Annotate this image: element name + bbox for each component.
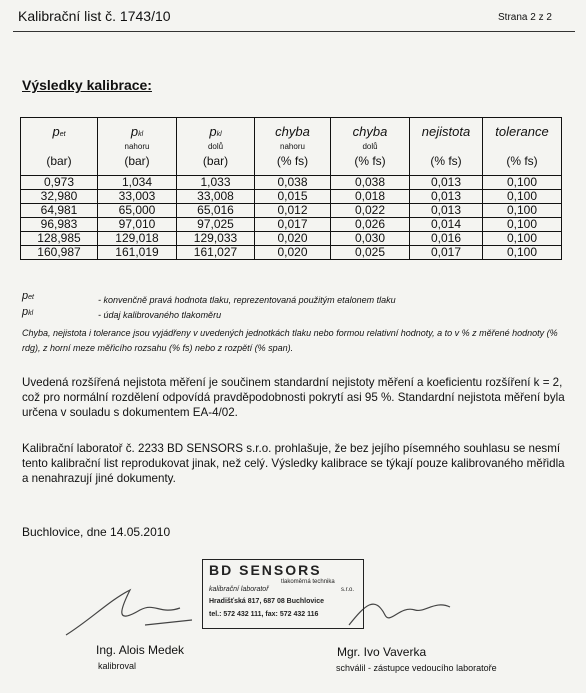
header-p-kl-up: pkl nahoru (bar)	[98, 118, 177, 176]
signatory-role-1: kalibroval	[98, 661, 137, 671]
stamp-lab: kalibrační laboratoř	[209, 586, 269, 593]
note-paragraph: Chyba, nejistota i tolerance jsou vyjádřeny v uvedených jednotkách tlaku nebo formou relativní hodnoty, a to v % z měřené hodnoty (% rdg), z horní meze měřicího rozsahu (% fs) nebo z rozpětí (% span).	[22, 328, 558, 353]
header-tolerance: tolerance (% fs)	[483, 118, 562, 176]
table-row	[21, 218, 562, 232]
table-cell: 64,981	[21, 204, 98, 218]
stamp-suffix: s.r.o.	[341, 587, 355, 593]
table-cell: 0,026	[331, 218, 410, 232]
table-cell: 0,013	[410, 176, 483, 190]
uncertainty-paragraph: Uvedená rozšířená nejistota měření je součinem standardní nejistoty měření a koeficientu rozšíření k = 2, což pro normální rozdělení odpovídá pravděpodobnosti pokrytí asi 95 %. Standardní nejistota měření byla určena v souladu s dokumentem EA-4/02.	[22, 376, 565, 419]
table-cell: 1,033	[177, 176, 255, 190]
table-cell: 0,100	[483, 190, 562, 204]
table-row	[21, 246, 562, 260]
table-cell: 97,010	[98, 218, 177, 232]
table-cell: 0,100	[483, 232, 562, 246]
table-cell: 0,022	[331, 204, 410, 218]
table-cell: 128,985	[21, 232, 98, 246]
signatory-role-2: schválil - zástupce vedoucího laboratoře	[336, 663, 497, 673]
table-cell: 97,025	[177, 218, 255, 232]
table-cell: 0,013	[410, 204, 483, 218]
table-cell: 129,033	[177, 232, 255, 246]
table-cell: 0,018	[331, 190, 410, 204]
place-and-date: Buchlovice, dne 14.05.2010	[22, 525, 171, 539]
certificate-title: Kalibrační list č. 1743/10	[18, 8, 171, 24]
table-cell: 0,020	[255, 246, 331, 260]
table-cell: 0,016	[410, 232, 483, 246]
table-cell: 65,016	[177, 204, 255, 218]
table-row	[21, 204, 562, 218]
table-cell: 0,012	[255, 204, 331, 218]
table-cell: 0,014	[410, 218, 483, 232]
table-cell: 0,017	[255, 218, 331, 232]
table-row	[21, 232, 562, 246]
table-cell: 0,020	[255, 232, 331, 246]
stamp-brand: BD SENSORS	[209, 562, 322, 578]
header-uncertainty: nejistota (% fs)	[410, 118, 483, 176]
signatory-name-1: Ing. Alois Medek	[96, 643, 185, 657]
header-error-up: chyba nahoru (% fs)	[255, 118, 331, 176]
table-cell: 160,987	[21, 246, 98, 260]
table-cell: 1,034	[98, 176, 177, 190]
table-row	[21, 190, 562, 204]
table-cell: 129,018	[98, 232, 177, 246]
table-cell: 32,980	[21, 190, 98, 204]
table-cell: 33,008	[177, 190, 255, 204]
stamp-phone: tel.: 572 432 111, fax: 572 432 116	[209, 611, 319, 618]
table-cell: 161,019	[98, 246, 177, 260]
table-cell: 0,017	[410, 246, 483, 260]
table-cell: 0,038	[255, 176, 331, 190]
section-title: Výsledky kalibrace:	[22, 77, 152, 93]
page-number: Strana 2 z 2	[498, 12, 552, 23]
table-header-row	[21, 118, 562, 176]
table-cell: 0,100	[483, 176, 562, 190]
table-cell: 0,013	[410, 190, 483, 204]
declaration-paragraph: Kalibrační laboratoř č. 2233 BD SENSORS s.r.o. prohlašuje, že bez jejího písemného souhlasu se nesmí tento kalibrační list reprodukovat jinak, než celý. Výsledky kalibrace se týkají pouze kalibrovaného měřidla a nenahrazují jiné dokumenty.	[22, 442, 565, 485]
table-cell: 0,015	[255, 190, 331, 204]
table-cell: 0,038	[331, 176, 410, 190]
table-cell: 161,027	[177, 246, 255, 260]
table-cell: 0,030	[331, 232, 410, 246]
note-p-kl: - údaj kalibrovaného tlakoměru	[98, 310, 222, 320]
table-cell: 0,973	[21, 176, 98, 190]
table-cell: 0,100	[483, 246, 562, 260]
header-p-kl-down: pkl dolů (bar)	[177, 118, 255, 176]
table-row	[21, 176, 562, 190]
table-cell: 96,983	[21, 218, 98, 232]
table-cell: 65,000	[98, 204, 177, 218]
company-stamp	[202, 559, 364, 629]
table-cell: 0,100	[483, 204, 562, 218]
note-symbol-p-kl: pkl	[22, 306, 34, 318]
header-divider	[13, 31, 575, 32]
table-cell: 0,025	[331, 246, 410, 260]
stamp-address: Hradišťská 817, 687 08 Buchlovice	[209, 598, 325, 605]
table-cell: 33,003	[98, 190, 177, 204]
header-p-et: pet (bar)	[21, 118, 98, 176]
stamp-subtitle: tlakoměrná technika	[281, 579, 335, 585]
header-error-down: chyba dolů (% fs)	[331, 118, 410, 176]
note-p-et: - konvenčně pravá hodnota tlaku, reprezentovaná použitým etalonem tlaku	[98, 295, 396, 305]
table-cell: 0,100	[483, 218, 562, 232]
signature-medek	[60, 580, 200, 640]
note-symbol-p-et: pet	[22, 290, 34, 302]
calibration-results-table	[20, 117, 562, 260]
signatory-name-2: Mgr. Ivo Vaverka	[337, 645, 427, 659]
